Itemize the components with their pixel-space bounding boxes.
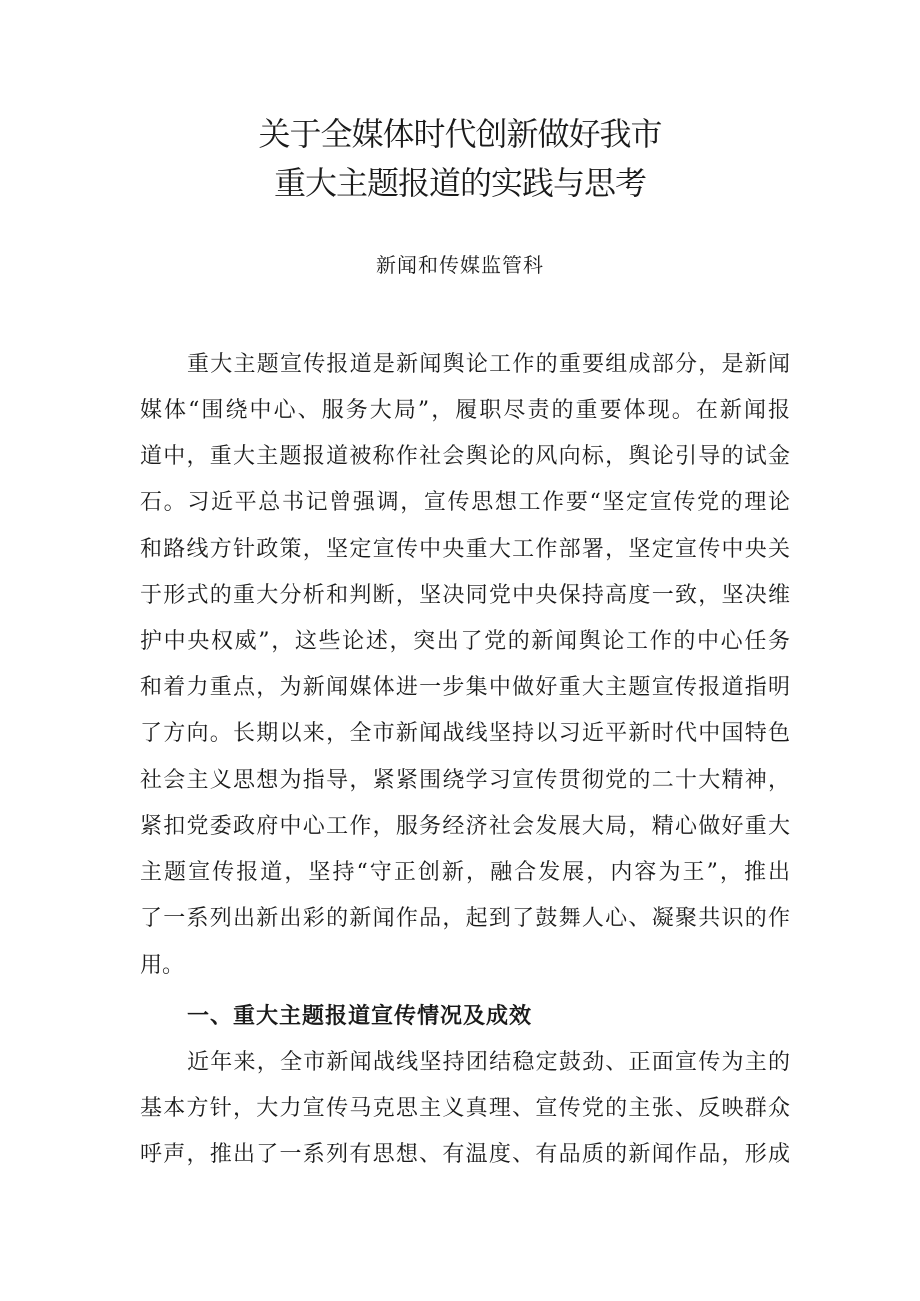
- paragraph-line: 护中央权威”，这些论述，突出了党的新闻舆论工作的中心任务: [140, 629, 790, 654]
- paragraph-line: 紧扣党委政府中心工作，服务经济社会发展大局，精心做好重大: [140, 814, 790, 839]
- paragraph-line: 基本方针，大力宣传马克思主义真理、宣传党的主张、反映群众: [140, 1096, 790, 1121]
- paragraph-line: 用。: [140, 953, 185, 978]
- paragraph-line: 主题宣传报道，坚持“守正创新，融合发展，内容为王”，推出: [140, 860, 790, 885]
- paragraph-line: 和路线方针政策，坚定宣传中央重大工作部署，坚定宣传中央关: [140, 537, 790, 562]
- paragraph-line: 重大主题宣传报道是新闻舆论工作的重要组成部分，是新闻: [187, 352, 790, 377]
- department-name: 新闻和传媒监管科: [376, 253, 544, 277]
- paragraph-line: 呼声，推出了一系列有思想、有温度、有品质的新闻作品，形成: [140, 1142, 790, 1167]
- paragraph-line: 于形式的重大分析和判断，坚决同党中央保持高度一致，坚决维: [140, 583, 790, 608]
- paragraph-line: 了方向。长期以来，全市新闻战线坚持以习近平新时代中国特色: [140, 721, 790, 746]
- paragraph-line: 石。习近平总书记曾强调，宣传思想工作要“坚定宣传党的理论: [140, 490, 790, 515]
- paragraph-line: 了一系列出新出彩的新闻作品，起到了鼓舞人心、凝聚共识的作: [140, 906, 790, 931]
- paragraph-line: 媒体“围绕中心、服务大局”，履职尽责的重要体现。在新闻报: [140, 398, 790, 423]
- section-1-heading: 一、重大主题报道宣传情况及成效: [187, 1004, 533, 1029]
- paragraph-line: 近年来，全市新闻战线坚持团结稳定鼓劲、正面宣传为主的: [187, 1050, 790, 1075]
- paragraph-line: 和着力重点，为新闻媒体进一步集中做好重大主题宣传报道指明: [140, 675, 790, 700]
- paragraph-line: 社会主义思想为指导，紧紧围绕学习宣传贯彻党的二十大精神，: [140, 768, 790, 793]
- paragraph-line: 道中，重大主题报道被称作社会舆论的风向标，舆论引导的试金: [140, 444, 790, 469]
- document-title-line-2: 重大主题报道的实践与思考: [273, 164, 646, 202]
- document-title-line-1: 关于全媒体时代创新做好我市: [258, 115, 662, 153]
